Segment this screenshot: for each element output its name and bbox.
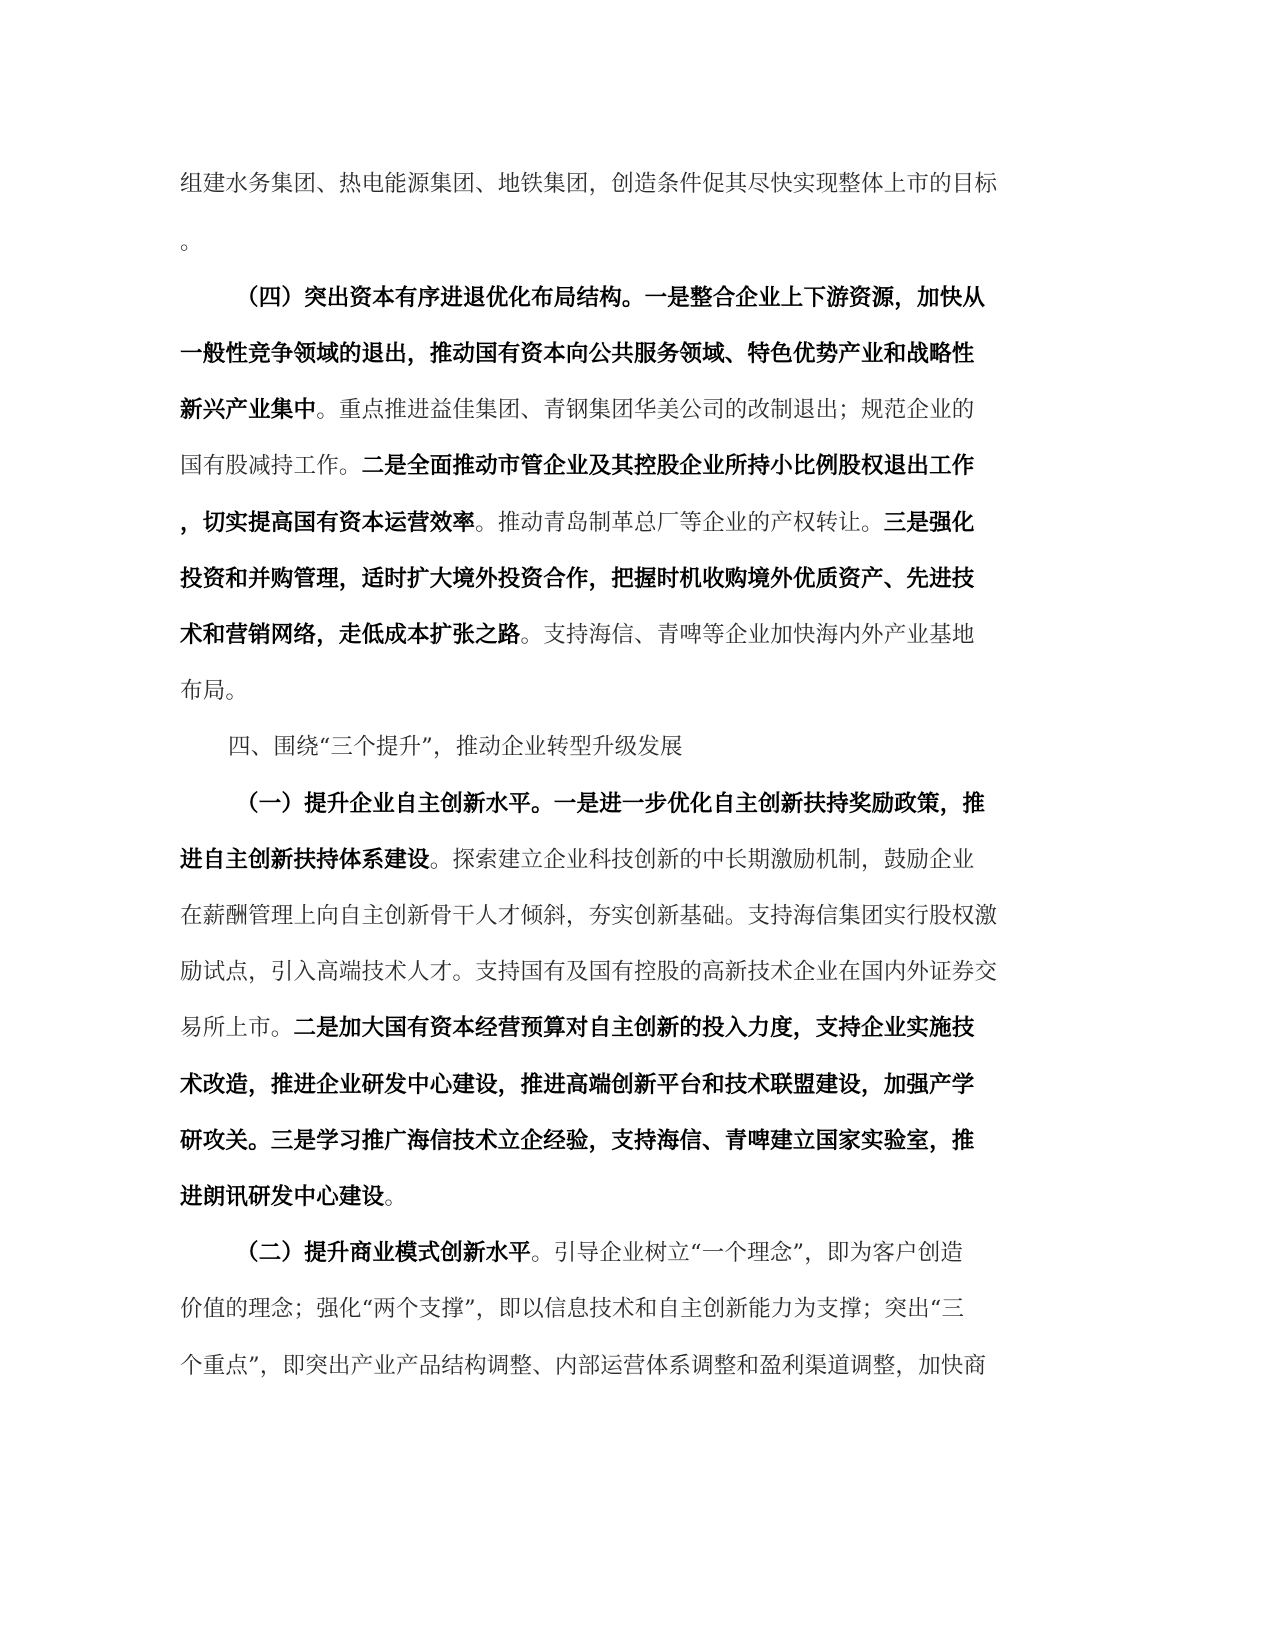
text-run-bold: 术改造，推进企业研发中心建设，推进高端创新平台和技术联盟建设，加强产学 [180, 1072, 975, 1098]
text-run: 。重点推进益佳集团、青钢集团华美公司的改制退出；规范企业的 [316, 397, 975, 423]
text-line [180, 394, 1080, 426]
text-line [236, 282, 1136, 314]
text-run: 。推动青岛制革总厂等企业的产权转让。 [475, 510, 884, 536]
text-line [180, 338, 1080, 370]
text-run-bold: 投资和并购管理，适时扩大境外投资合作，把握时机收购境外优质资产、先进技 [180, 566, 975, 592]
text-run-bold: ，切实提高国有资本运营效率 [180, 510, 476, 536]
text-line [180, 563, 1080, 595]
text-run: 易所上市。 [180, 1015, 294, 1041]
text-line [236, 1237, 1136, 1269]
text-run: 布局。 [180, 678, 249, 704]
text-line [180, 1293, 1080, 1325]
text-run-bold: 进朗讯研发中心建设 [180, 1184, 385, 1210]
text-line [180, 1125, 1080, 1157]
text-line [180, 450, 1080, 482]
text-line [180, 675, 1080, 707]
text-line [180, 844, 1080, 876]
text-run-bold: 一般性竞争领域的退出，推动国有资本向公共服务领域、特色优势产业和战略性 [180, 341, 975, 367]
text-run-bold: （二）提升商业模式创新水平 [236, 1240, 532, 1266]
text-line [180, 1181, 1080, 1213]
text-run-bold: 研攻关。三是学习推广海信技术立企经验，支持海信、青啤建立国家实验室，推 [180, 1128, 975, 1154]
text-run: 。 [384, 1184, 408, 1210]
text-line [180, 956, 1080, 988]
text-run-bold: 二是加大国有资本经营预算对自主创新的投入力度，支持企业实施技 [293, 1015, 975, 1041]
text-run: 在薪酬管理上向自主创新骨干人才倾斜，夯实创新基础。支持海信集团实行股权激 [180, 903, 998, 929]
text-line [180, 507, 1080, 539]
text-line [180, 900, 1080, 932]
text-run: 。引导企业树立“一个理念”，即为客户创造 [531, 1240, 964, 1266]
text-run: 。 [180, 229, 203, 255]
text-line [180, 168, 1080, 200]
text-run: 四、围绕“三个提升”，推动企业转型升级发展 [228, 734, 683, 760]
text-run: 励试点，引入高端技术人才。支持国有及国有控股的高新技术企业在国内外证券交 [180, 959, 998, 985]
text-run-bold: 二是全面推动市管企业及其控股企业所持小比例股权退出工作 [361, 453, 975, 479]
text-line [180, 1350, 1080, 1382]
text-line [180, 619, 1080, 651]
text-line [180, 226, 1080, 258]
text-run: 组建水务集团、热电能源集团、地铁集团，创造条件促其尽快实现整体上市的目标 [180, 171, 998, 197]
text-run-bold: 进自主创新扶持体系建设 [180, 847, 430, 873]
text-run: 价值的理念；强化“两个支撑”，即以信息技术和自主创新能力为支撑；突出“三 [180, 1296, 965, 1322]
section-heading [228, 731, 1128, 763]
text-line [236, 788, 1136, 820]
text-run-bold: 三是强化 [883, 510, 975, 536]
text-run-bold: 术和营销网络，走低成本扩张之路 [180, 622, 521, 648]
text-run: 个重点”，即突出产业产品结构调整、内部运营体系调整和盈利渠道调整，加快商 [180, 1353, 987, 1379]
text-run: 。探索建立企业科技创新的中长期激励机制，鼓励企业 [429, 847, 975, 873]
text-run-bold: （一）提升企业自主创新水平。一是进一步优化自主创新扶持奖励政策，推 [236, 791, 986, 817]
text-run-bold: 新兴产业集中 [180, 397, 317, 423]
text-line [180, 1069, 1080, 1101]
text-line [180, 1012, 1080, 1044]
text-run-bold: （四）突出资本有序进退优化布局结构。一是整合企业上下游资源，加快从 [236, 285, 986, 311]
text-run: 。支持海信、青啤等企业加快海内外产业基地 [520, 622, 975, 648]
text-run: 国有股减持工作。 [180, 453, 362, 479]
